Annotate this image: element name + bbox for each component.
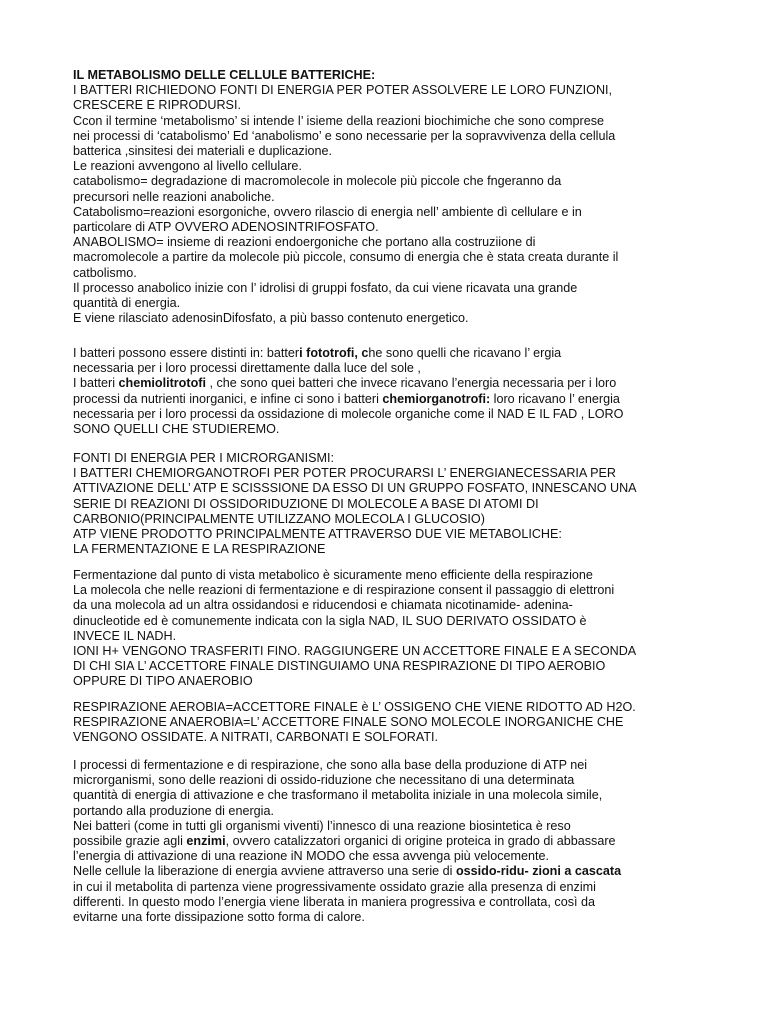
text-line: INVECE IL NADH. xyxy=(73,628,177,643)
text-run: processi da nutrienti inorganici, e infine ci sono i batteri xyxy=(73,391,383,406)
text-run: , che sono quei batteri che invece ricavano l’energia necessaria per i loro xyxy=(205,376,617,391)
text-line: particolare di ATP OVVERO ADENOSINTRIFOSFATO. xyxy=(73,220,379,235)
section-redox-processes xyxy=(73,758,713,925)
text-line: RESPIRAZIONE ANAEROBIA=L’ ACCETTORE FINALE SONO MOLECOLE INORGANICHE CHE xyxy=(73,715,624,730)
text-run: possibile grazie agli xyxy=(73,834,187,849)
text-line: dinucleotide ed è comunemente indicata con la sigla NAD, IL SUO DERIVATO OSSIDATO è xyxy=(73,613,587,628)
text-line: OPPURE DI TIPO ANAEROBIO xyxy=(73,674,253,689)
text-line: I BATTERI RICHIEDONO FONTI DI ENERGIA PER POTER ASSOLVERE LE LORO FUNZIONI, xyxy=(73,83,613,98)
text-line: La molecola che nelle reazioni di fermentazione e di respirazione consent il passaggio di elettroni xyxy=(73,583,615,598)
section-energy-sources xyxy=(73,451,713,557)
text-line: differenti. In questo modo l’energia viene liberata in maniera progressiva e controllata, così da xyxy=(73,894,596,909)
text-line: macromolecole a partire da molecole più piccole, consumo di energia che è stata creata durante il xyxy=(73,250,619,265)
text-run: he sono quelli che ricavano l’ ergia xyxy=(368,346,562,360)
term-ossido-riduzioni: ossido-ridu- zioni a cascata xyxy=(455,864,622,879)
text-line: CARBONIO(PRINCIPALMENTE UTILIZZANO MOLECOLA I GLUCOSIO) xyxy=(73,511,485,526)
text-line: precursori nelle reazioni anaboliche. xyxy=(73,189,275,204)
section-fermentation xyxy=(73,568,713,690)
section-metabolism xyxy=(73,68,713,326)
text-line: Nei batteri (come in tutti gli organismi viventi) l’innesco di una reazione biosintetica è reso xyxy=(73,818,571,833)
text-run: I batteri possono essere distinti in: batter xyxy=(73,346,300,360)
text-line: I BATTERI CHEMIORGANOTROFI PER POTER PROCURARSI L’ ENERGIANECESSARIA PER xyxy=(73,466,617,481)
text-line: SERIE DI REAZIONI DI OSSIDORIDUZIONE DI MOLECOLE A BASE DI ATOMI DI xyxy=(73,496,539,511)
section-bacteria-types xyxy=(73,346,713,437)
text-line: Fermentazione dal punto di vista metabolico è sicuramente meno efficiente della respirazione xyxy=(73,568,593,582)
text-line: catabolismo= degradazione di macromolecole in molecole più piccole che fngeranno da xyxy=(73,174,562,189)
text-line: VENGONO OSSIDATE. A NITRATI, CARBONATI E SOLFORATI. xyxy=(73,730,439,745)
text-line: quantità di energia di attivazione e che trasformano il metabolita iniziale in una molecola simile, xyxy=(73,788,603,803)
text-line: Il processo anabolico inizie con l’ idrolisi di gruppi fosfato, da cui viene ricavata una grande xyxy=(73,280,578,295)
document-title: IL METABOLISMO DELLE CELLULE BATTERICHE: xyxy=(73,68,376,82)
text-line: IONI H+ VENGONO TRASFERITI FINO. RAGGIUNGERE UN ACCETTORE FINALE E A SECONDA xyxy=(73,644,637,659)
text-line: Catabolismo=reazioni esorgoniche, ovvero rilascio di energia nell’ ambiente dì cellulare e in xyxy=(73,204,582,219)
text-line: necessaria per i loro processi direttamente dalla luce del sole , xyxy=(73,361,421,376)
text-line xyxy=(73,376,713,391)
text-run: loro ricavano l’ energia xyxy=(490,391,620,406)
text-line: quantità di energia. xyxy=(73,296,181,311)
text-line: Ccon il termine ‘metabolismo’ si intende l’ isieme della reazioni biochimiche che sono comprese xyxy=(73,113,605,128)
text-line: catbolismo. xyxy=(73,265,137,280)
term-chemiorganotrofi: chemiorganotrofi: xyxy=(382,391,491,406)
term-chemiolitrotofi: chemiolitrotofi xyxy=(118,376,206,391)
section-heading: FONTI DI ENERGIA PER I MICRORGANISMI: xyxy=(73,451,334,465)
text-line: in cui il metabolita di partenza viene progressivamente ossidato grazie alla presenza di enzimi xyxy=(73,879,596,894)
term-enzimi: enzimi xyxy=(186,834,226,849)
text-line xyxy=(73,346,713,361)
text-run: , ovvero catalizzatori organici di origine proteica in grado di abbassare xyxy=(225,834,616,849)
text-line: microrganismi, sono delle reazioni di ossido-riduzione che necessitano di una determinata xyxy=(73,773,575,788)
text-line: DI CHI SIA L’ ACCETTORE FINALE DISTINGUIAMO UNA RESPIRAZIONE DI TIPO AEROBIO xyxy=(73,659,606,674)
text-line: portando alla produzione di energia. xyxy=(73,803,274,818)
text-line: ATTIVAZIONE DELL’ ATP E SCISSSIONE DA ESSO DI UN GRUPPO FOSFATO, INNESCANO UNA xyxy=(73,481,637,496)
text-line: evitarne una forte dissipazione sotto forma di calore. xyxy=(73,910,365,925)
text-line: batterica ,sinsitesi dei materiali e duplicazione. xyxy=(73,144,333,159)
text-line: Le reazioni avvengono al livello cellulare. xyxy=(73,159,302,174)
text-line xyxy=(73,834,713,849)
section-respiration xyxy=(73,700,713,746)
text-run: I batteri xyxy=(73,376,119,391)
text-line: I processi di fermentazione e di respirazione, che sono alla base della produzione di ATP nei xyxy=(73,758,588,772)
text-line: necessaria per i loro processi da ossidazione di molecole organiche come il NAD E IL FAD , LORO xyxy=(73,406,624,421)
text-line: ATP VIENE PRODOTTO PRINCIPALMENTE ATTRAVERSO DUE VIE METABOLICHE: xyxy=(73,527,562,542)
text-line xyxy=(73,864,713,879)
text-line: CRESCERE E RIPRODURSI. xyxy=(73,98,241,113)
text-line xyxy=(73,392,713,407)
term-fototrofi: i fototrofi, c xyxy=(299,346,369,360)
text-line: RESPIRAZIONE AEROBIA=ACCETTORE FINALE è L’ OSSIGENO CHE VIENE RIDOTTO AD H2O. xyxy=(73,700,636,714)
text-line: E viene rilasciato adenosinDifosfato, a più basso contenuto energetico. xyxy=(73,311,469,326)
text-line: ANABOLISMO= insieme di reazioni endoergoniche che portano alla costruziione di xyxy=(73,235,536,250)
text-line: SONO QUELLI CHE STUDIEREMO. xyxy=(73,422,280,437)
text-run: Nelle cellule la liberazione di energia avviene attraverso una serie di xyxy=(73,864,456,879)
text-line: LA FERMENTAZIONE E LA RESPIRAZIONE xyxy=(73,542,326,557)
text-line: l’energia di attivazione di una reazione iN MODO che essa avvenga più velocemente. xyxy=(73,849,550,864)
text-line: nei processi di ‘catabolismo’ Ed ‘anabolismo’ e sono necessarie per la sopravvivenza della cellula xyxy=(73,128,616,143)
text-line: da una molecola ad un altra ossidandosi e riducendosi e chiamata nicotinamide- adenina- xyxy=(73,598,573,613)
